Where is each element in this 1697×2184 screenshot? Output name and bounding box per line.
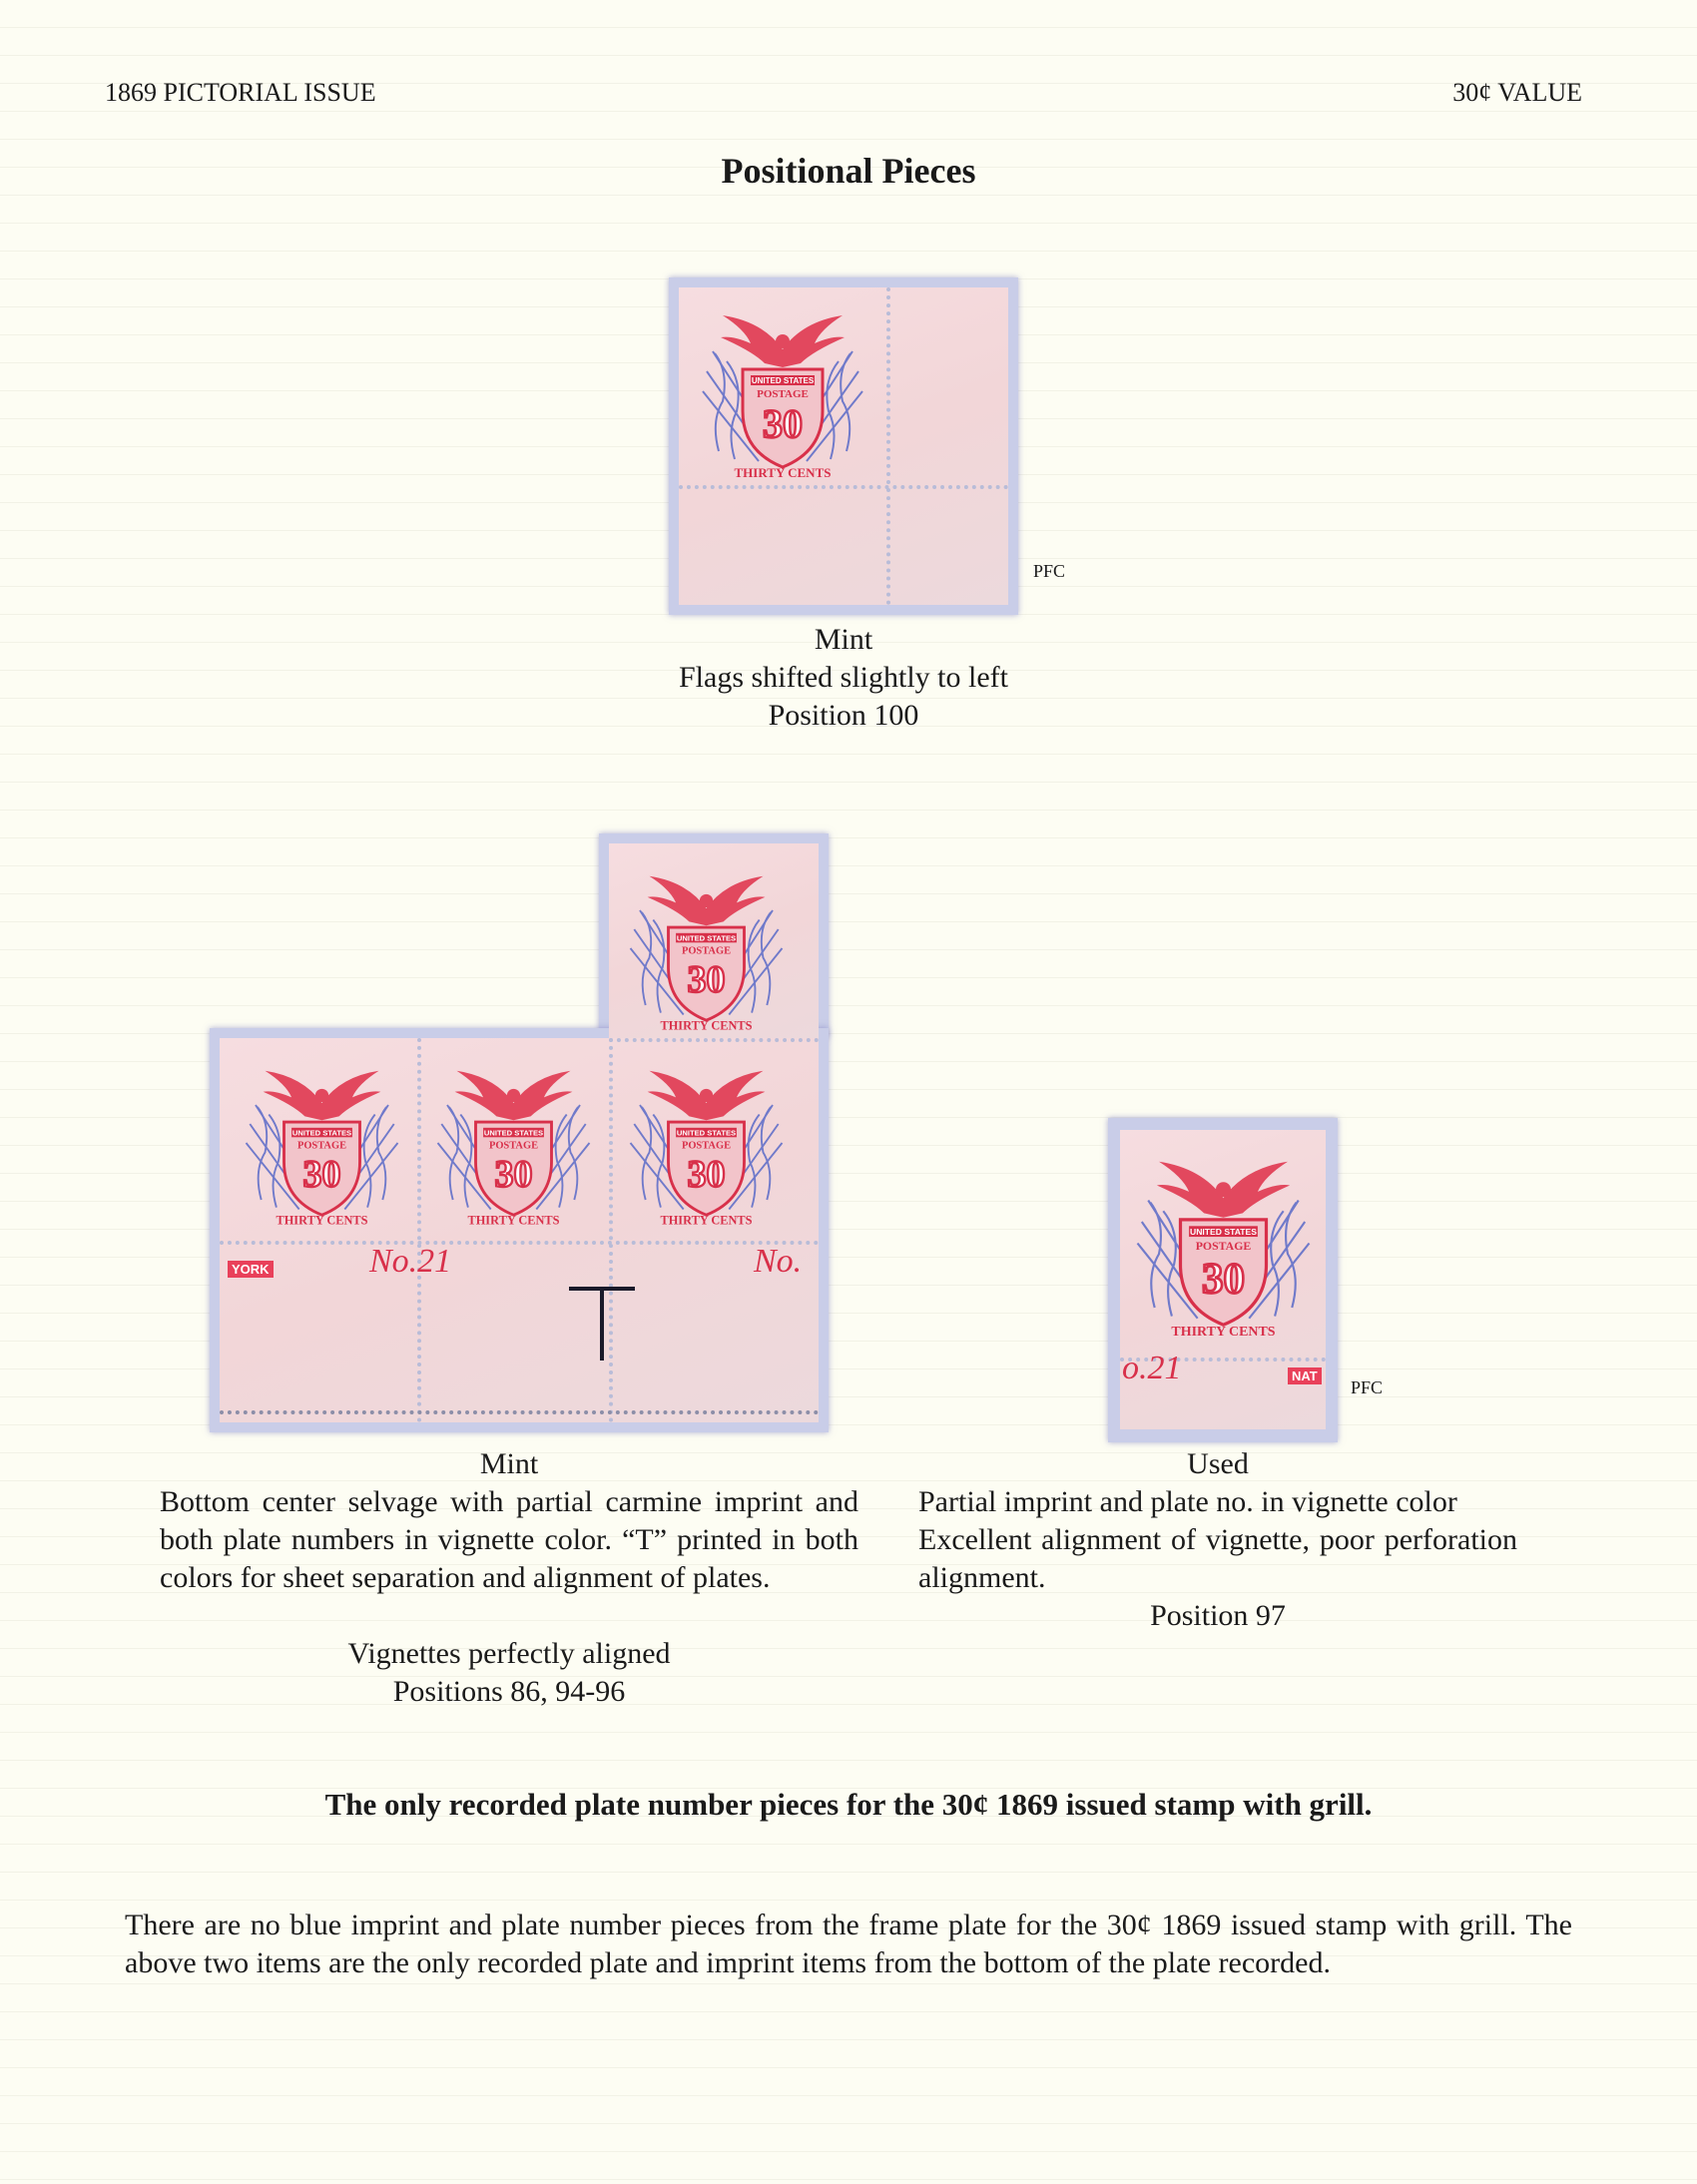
header-right: 30¢ VALUE xyxy=(1452,78,1582,107)
stamp-image xyxy=(614,853,799,1043)
svg-text:30: 30 xyxy=(763,401,803,446)
page-title: Positional Pieces xyxy=(721,151,976,191)
svg-text:THIRTY CENTS: THIRTY CENTS xyxy=(1171,1324,1276,1340)
bold-note: The only recorded plate number pieces for the 30¢ 1869 issued stamp with grill. xyxy=(324,1787,1373,1822)
svg-text:30: 30 xyxy=(687,1153,726,1196)
svg-text:UNITED STATES: UNITED STATES xyxy=(676,1128,737,1138)
block-plate-number-1: No.21 xyxy=(369,1243,452,1280)
svg-text:THIRTY CENTS: THIRTY CENTS xyxy=(276,1213,368,1228)
svg-text:POSTAGE: POSTAGE xyxy=(1195,1238,1252,1253)
stamp-image xyxy=(683,291,882,491)
used-caption-body: Excellent alignment of vignette, poor perforation alignment. xyxy=(918,1523,1517,1594)
block-plate-number-2: No. xyxy=(754,1243,803,1280)
stamp-image xyxy=(230,1048,414,1238)
top-credit: PFC xyxy=(1033,561,1066,581)
svg-text:30: 30 xyxy=(494,1153,533,1196)
svg-text:POSTAGE: POSTAGE xyxy=(296,1140,347,1152)
svg-text:THIRTY CENTS: THIRTY CENTS xyxy=(467,1213,560,1228)
block-imprint: YORK xyxy=(228,1261,274,1278)
svg-text:UNITED STATES: UNITED STATES xyxy=(751,376,815,385)
used-plate-number: o.21 xyxy=(1122,1350,1182,1386)
svg-text:30: 30 xyxy=(302,1153,341,1196)
stamp-image xyxy=(421,1048,606,1238)
used-stamp-piece xyxy=(1108,1118,1338,1442)
svg-text:POSTAGE: POSTAGE xyxy=(681,945,732,957)
svg-text:UNITED STATES: UNITED STATES xyxy=(1190,1226,1257,1237)
block-caption-line-2: Vignettes perfectly aligned xyxy=(347,1637,671,1670)
svg-text:UNITED STATES: UNITED STATES xyxy=(483,1128,544,1138)
svg-text:UNITED STATES: UNITED STATES xyxy=(676,933,737,943)
svg-text:POSTAGE: POSTAGE xyxy=(757,388,809,400)
stamp-image xyxy=(614,1048,799,1238)
used-credit: PFC xyxy=(1351,1377,1384,1397)
top-stamp-piece xyxy=(669,277,1018,615)
top-caption-line-3: Position 100 xyxy=(768,699,919,732)
used-caption-title: Used xyxy=(1187,1447,1249,1480)
block-caption-body: Bottom center selvage with partial carmine imprint and both plate numbers in vignette color. “T” printed in both colors for sheet separation and alignment of plates. xyxy=(160,1485,858,1594)
top-caption-line-1: Mint xyxy=(814,623,873,656)
top-caption-line-2: Flags shifted slightly to left xyxy=(679,661,1008,694)
used-imprint: NAT xyxy=(1288,1367,1322,1384)
closing-paragraph: There are no blue imprint and plate number pieces from the frame plate for the 30¢ 1869 issued stamp with grill. The above two items are the only recorded plate and imprint items from the bottom of the plate recorded. xyxy=(125,1909,1572,1979)
used-caption-line-3: Position 97 xyxy=(1150,1599,1286,1632)
t-mark-icon xyxy=(567,1283,637,1363)
svg-text:30: 30 xyxy=(687,958,726,1001)
svg-text:POSTAGE: POSTAGE xyxy=(488,1140,539,1152)
svg-text:30: 30 xyxy=(1202,1255,1245,1303)
used-caption-line-1: Partial imprint and plate no. in vignette color xyxy=(918,1485,1457,1518)
block-caption-line-3: Positions 86, 94-96 xyxy=(392,1675,626,1708)
svg-text:THIRTY CENTS: THIRTY CENTS xyxy=(734,465,832,480)
top-caption xyxy=(544,621,1143,735)
svg-text:THIRTY CENTS: THIRTY CENTS xyxy=(660,1213,753,1228)
svg-text:THIRTY CENTS: THIRTY CENTS xyxy=(660,1018,753,1033)
stamp-image xyxy=(1126,1136,1321,1351)
svg-text:UNITED STATES: UNITED STATES xyxy=(291,1128,352,1138)
block-contents xyxy=(210,833,829,1432)
block-caption-title: Mint xyxy=(479,1447,539,1480)
svg-text:POSTAGE: POSTAGE xyxy=(681,1140,732,1152)
header-left: 1869 PICTORIAL ISSUE xyxy=(105,78,376,107)
